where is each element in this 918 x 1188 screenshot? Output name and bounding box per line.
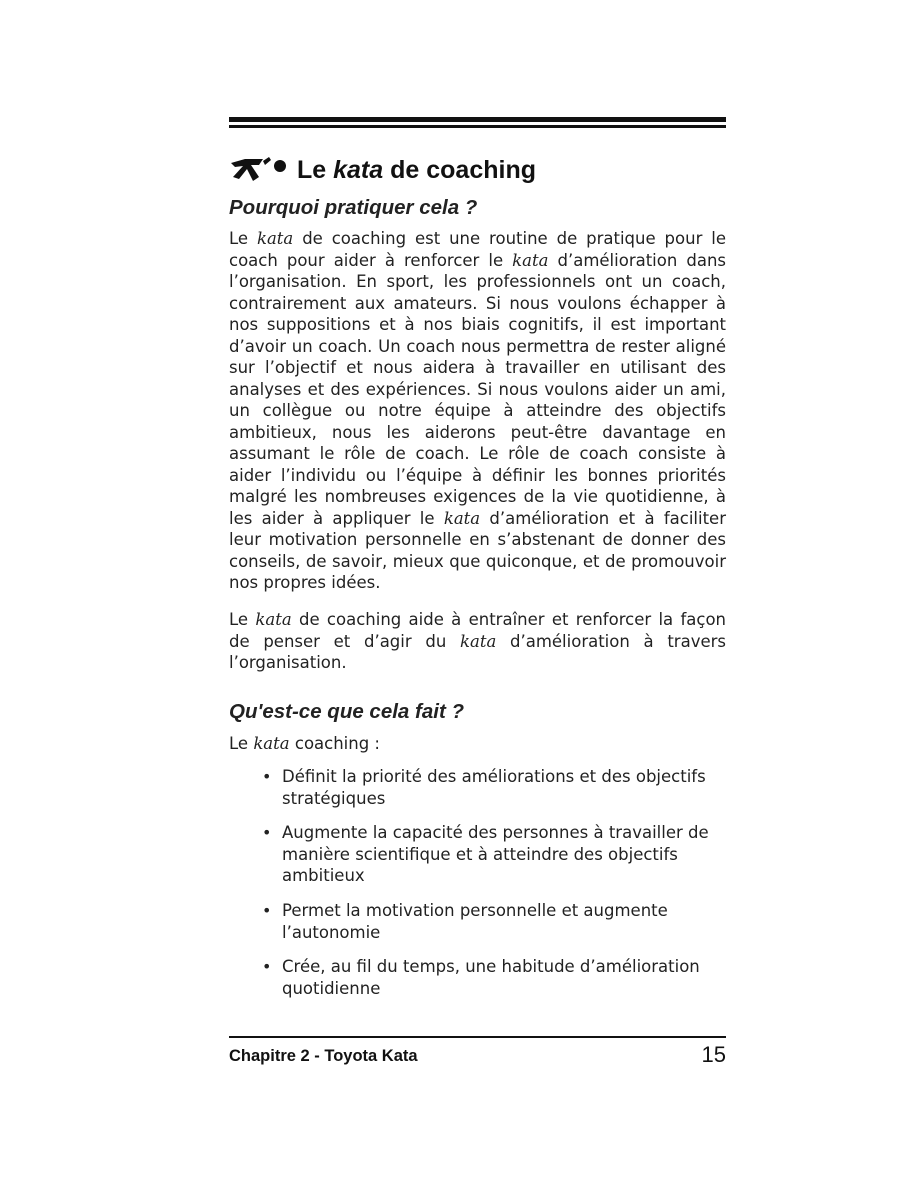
runner-logo-icon	[229, 155, 287, 185]
subheading-why: Pourquoi pratiquer cela ?	[229, 196, 478, 219]
intro-line: Le kata coaching :	[229, 734, 380, 753]
bullet-item: • Crée, au fil du temps, une habitude d’amélioration quotidienne	[262, 956, 726, 999]
bullet-list-1	[262, 766, 726, 809]
bullet-item: • Permet la motivation personnelle et augmente l’autonomie	[262, 900, 726, 943]
bullet-list-2	[262, 822, 726, 887]
book-page	[229, 0, 726, 1188]
bullet-list-3	[262, 900, 726, 943]
bullet-list-4	[262, 956, 726, 999]
subheading-what: Qu'est-ce que cela fait ?	[229, 700, 464, 723]
paragraph-why: Le kata de coaching est une routine de pratique pour le coach pour aider à renforcer le kata d’amélioration dans l’organisation. En sport, les professionnels ont un coach, contrairement aux amateurs. Si nous voulons échapper à nos suppositions et à nos biais cognitifs, il est important d’avoir un coach. Un coach nous permettra de rester aligné sur l’objectif et nous aidera à travailler en utilisant des analyses et des expériences. Si nous voulons aider un ami, un collègue ou notre équipe à atteindre des objectifs ambitieux, nous les aiderons peut-être davantage en assumant le rôle de coach. Le rôle de coach consiste à aider l’individu ou l’équipe à définir les bonnes priorités malgré les nombreuses exigences de la vie quotidienne, à les aider à appliquer le kata d’amélioration et à faciliter leur motivation personnelle en s’abstenant de donner des conseils, de savoir, mieux que quiconque, et de promouvoir nos propres idées.	[229, 229, 726, 592]
header-rule-bottom	[229, 125, 726, 128]
footer-rule	[229, 1036, 726, 1038]
section-title-row	[229, 150, 536, 190]
page-number: 15	[701, 1042, 726, 1067]
paragraph-summary: Le kata de coaching aide à entraîner et renforcer la façon de penser et d’agir du kata d’amélioration à travers l’organisation.	[229, 610, 726, 672]
header-rule-top	[229, 117, 726, 122]
footer-chapter: Chapitre 2 - Toyota Kata	[229, 1047, 418, 1065]
section-title: Le kata de coaching	[297, 155, 536, 184]
bullet-item: • Définit la priorité des améliorations et des objectifs stratégiques	[262, 766, 726, 809]
bullet-item: • Augmente la capacité des personnes à travailler de manière scientifique et à atteindre des objectifs ambitieux	[262, 822, 726, 887]
